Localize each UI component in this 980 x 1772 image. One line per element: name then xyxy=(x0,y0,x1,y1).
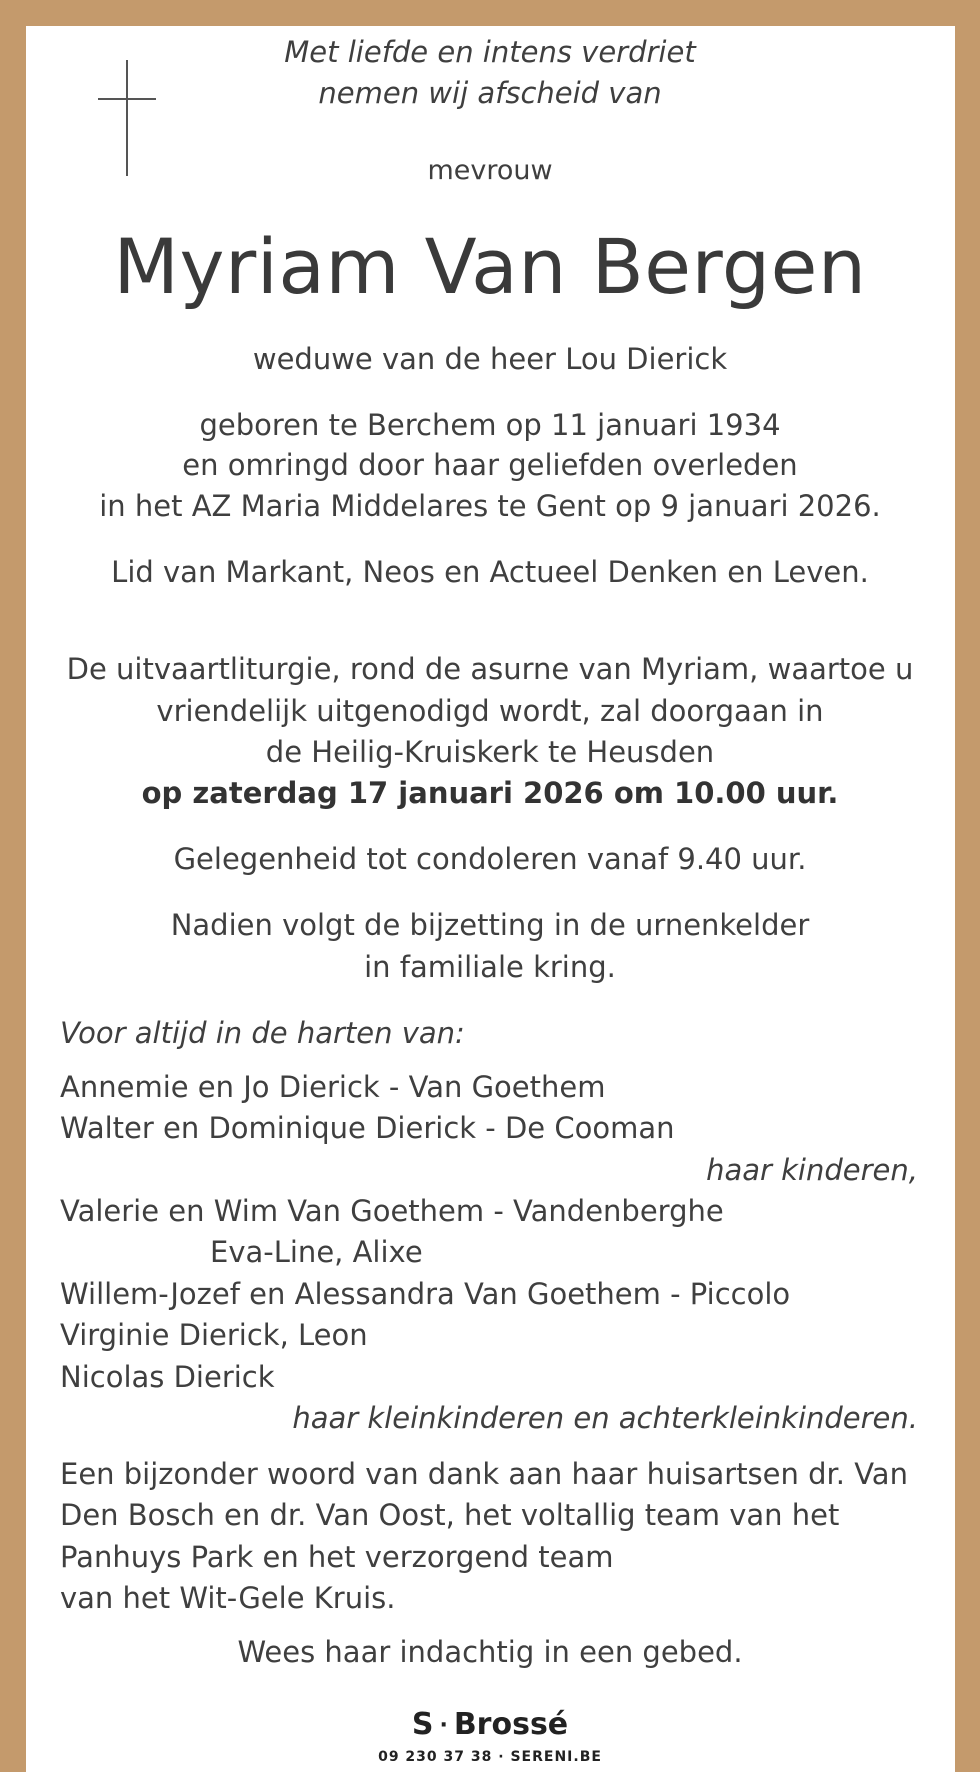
membership-line: Lid van Markant, Neos en Actueel Denken en Leven. xyxy=(111,555,869,589)
funeral-home-logo xyxy=(0,1708,980,1743)
logo-text-left: S xyxy=(411,1707,434,1742)
contact-phone: 09 230 37 38 xyxy=(378,1749,493,1765)
ceremony-line-3: de Heilig-Kruiskerk te Heusden xyxy=(265,735,715,769)
interment-line-1: Nadien volgt de bijzetting in de urnenkelder xyxy=(170,908,810,942)
ceremony-date: op zaterdag 17 januari 2026 om 10.00 uur. xyxy=(141,776,839,810)
ceremony-line-2: vriendelijk uitgenodigd wordt, zal doorgaan in xyxy=(156,694,824,728)
children-label: haar kinderen, xyxy=(706,1153,918,1187)
interment-line-2: in familiale kring. xyxy=(364,950,616,984)
thanks-line-4: van het Wit-Gele Kruis. xyxy=(60,1581,396,1615)
family-line: Virginie Dierick, Leon xyxy=(60,1318,368,1352)
deceased-name: Myriam Van Bergen xyxy=(113,222,867,311)
grandchildren-label: haar kleinkinderen en achterkleinkinderen. xyxy=(292,1401,918,1435)
family-line: Willem-Jozef en Alessandra Van Goethem - Piccolo xyxy=(60,1277,791,1311)
condolence-line: Gelegenheid tot condoleren vanaf 9.40 uur. xyxy=(173,842,807,876)
logo-text-right: Brossé xyxy=(453,1707,569,1742)
death-line-1: en omringd door haar geliefden overleden xyxy=(182,448,798,482)
spouse-line: weduwe van de heer Lou Dierick xyxy=(252,342,728,376)
intro-line-2: nemen wij afscheid van xyxy=(318,76,662,110)
family-line: Annemie en Jo Dierick - Van Goethem xyxy=(60,1070,606,1104)
family-line: Walter en Dominique Dierick - De Cooman xyxy=(60,1111,675,1145)
funeral-home-contact xyxy=(0,1748,980,1766)
family-line: Nicolas Dierick xyxy=(60,1360,275,1394)
closing-line: Wees haar indachtig in een gebed. xyxy=(237,1635,743,1669)
family-heading: Voor altijd in de harten van: xyxy=(60,1016,465,1050)
family-line: Eva-Line, Alixe xyxy=(210,1235,423,1269)
birth-line: geboren te Berchem op 11 januari 1934 xyxy=(199,408,781,442)
contact-separator: · xyxy=(498,1749,505,1765)
ceremony-line-1: De uitvaartliturgie, rond de asurne van Myriam, waartoe u xyxy=(66,652,914,686)
death-line-2: in het AZ Maria Middelares te Gent op 9 januari 2026. xyxy=(99,489,881,523)
family-line: Valerie en Wim Van Goethem - Vandenberghe xyxy=(60,1194,724,1228)
intro-line-1: Met liefde en intens verdriet xyxy=(284,35,696,69)
logo-dot: · xyxy=(439,1712,448,1738)
honorific: mevrouw xyxy=(427,155,553,186)
thanks-line-3: Panhuys Park en het verzorgend team xyxy=(60,1540,614,1574)
thanks-line-2: Den Bosch en dr. Van Oost, het voltallig team van het xyxy=(60,1498,840,1532)
thanks-line-1: Een bijzonder woord van dank aan haar huisartsen dr. Van xyxy=(60,1457,908,1491)
contact-website: SERENI.BE xyxy=(510,1749,602,1765)
